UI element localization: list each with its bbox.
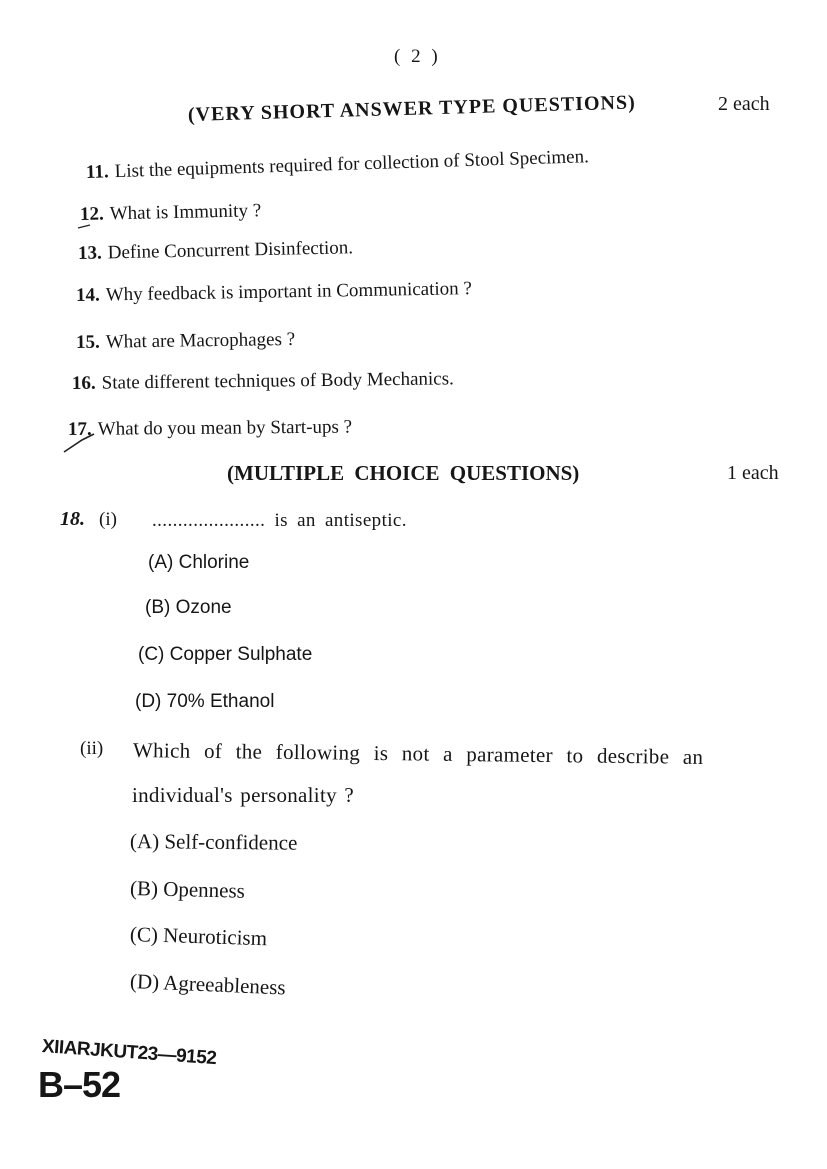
paper-code: XIIARJKUT23—9152 — [41, 1036, 218, 1070]
section-marks-mcq: 1 each — [727, 462, 779, 484]
option-label: (A) — [148, 552, 174, 573]
question-text: State different techniques of Body Mechanics. — [101, 368, 454, 394]
part-ii-label: (ii) — [80, 738, 104, 759]
option-label: (A) — [129, 829, 160, 854]
part-i-option-d — [135, 691, 274, 713]
question-17 — [68, 417, 352, 441]
option-text: 70% Ethanol — [166, 691, 275, 712]
question-text: List the equipments required for collection of Stool Specimen. — [114, 146, 590, 183]
question-12 — [80, 200, 262, 226]
option-text: Agreeableness — [162, 970, 287, 1000]
pen-stroke-icon — [76, 218, 98, 232]
question-number: 17. — [67, 418, 92, 440]
question-text: What is Immunity ? — [109, 200, 262, 225]
option-label: (D) — [135, 691, 162, 712]
question-text: Why feedback is important in Communication ? — [105, 278, 473, 306]
question-16 — [72, 368, 454, 395]
option-label: (D) — [129, 969, 160, 995]
question-text: Define Concurrent Disinfection. — [107, 237, 354, 264]
question-13 — [78, 237, 353, 265]
question-11 — [86, 146, 590, 184]
option-label: (C) — [129, 922, 159, 947]
section-title-mcq: (MULTIPLE CHOICE QUESTIONS) — [227, 461, 580, 485]
part-ii-option-d — [129, 969, 286, 1000]
pen-tick-mark-icon — [60, 432, 100, 456]
option-label: (B) — [129, 876, 159, 901]
section-marks-very-short: 2 each — [718, 93, 770, 115]
part-ii-text-line1: Which of the following is not a parameter to describe an — [132, 738, 704, 769]
option-label: (C) — [138, 644, 165, 665]
option-text: Neuroticism — [162, 923, 268, 951]
option-text: Ozone — [175, 597, 232, 618]
option-text: Openness — [162, 876, 246, 903]
part-i-text: ...................... is an antiseptic. — [152, 510, 407, 531]
part-i-option-c — [138, 644, 312, 666]
option-text: Self-confidence — [164, 829, 298, 855]
booklet-code: B–52 — [38, 1064, 121, 1105]
page-number: ( 2 ) — [394, 46, 441, 67]
question-18-number: 18. — [60, 508, 85, 530]
question-text: What are Macrophages ? — [105, 328, 296, 353]
part-i-label: (i) — [99, 509, 117, 530]
question-number: 14. — [75, 284, 100, 306]
option-text: Copper Sulphate — [169, 644, 313, 665]
part-ii-text-line2: individual's personality ? — [132, 783, 355, 807]
question-15 — [76, 329, 295, 354]
question-number: 15. — [75, 331, 100, 353]
part-ii-option-a — [130, 829, 298, 856]
question-number: 11. — [85, 161, 110, 183]
part-i-option-a — [148, 552, 249, 574]
question-number: 16. — [71, 372, 96, 394]
part-i-option-b — [145, 597, 232, 619]
question-number: 13. — [77, 242, 102, 264]
section-title-very-short: (VERY SHORT ANSWER TYPE QUESTIONS) — [187, 91, 637, 126]
part-ii-option-c — [130, 922, 268, 951]
part-ii-option-b — [130, 876, 245, 904]
question-number: 12. — [79, 203, 104, 225]
question-text: What do you mean by Start-ups ? — [97, 416, 353, 440]
question-14 — [76, 278, 472, 307]
option-text: Chlorine — [178, 552, 250, 573]
option-label: (B) — [145, 597, 171, 618]
